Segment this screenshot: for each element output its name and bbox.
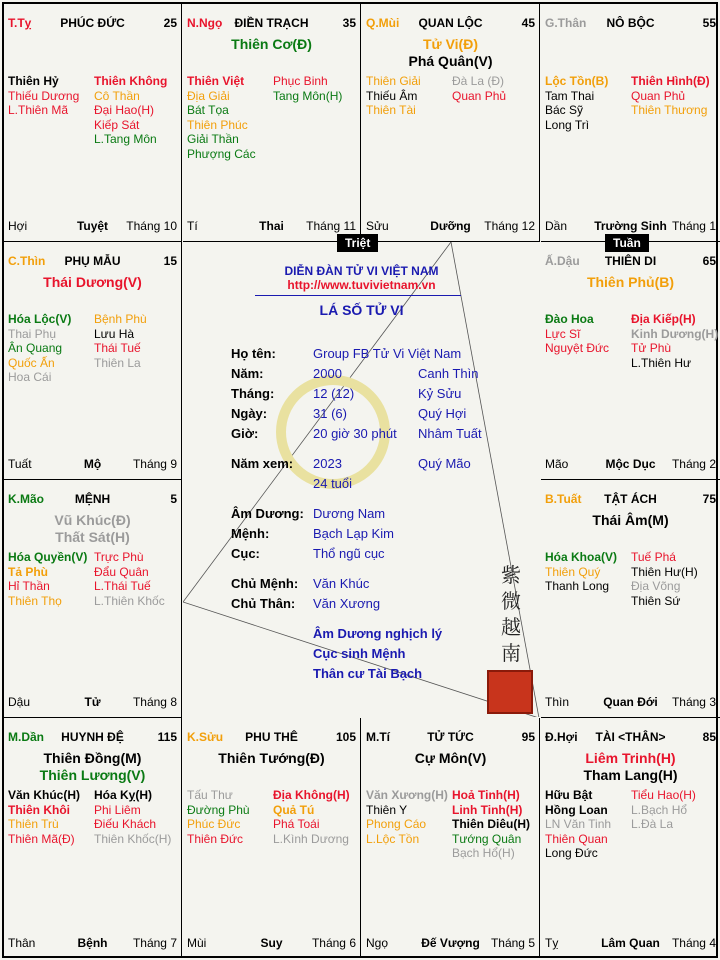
main-stars xyxy=(541,274,720,291)
palace-number: 35 xyxy=(342,16,356,30)
minor-star: Kiếp Sát xyxy=(94,117,140,132)
palace-ngo[interactable] xyxy=(183,4,361,242)
minor-star: Thiếu Âm xyxy=(366,88,418,103)
minor-stars-right xyxy=(452,74,540,103)
palace-phase: Mộ xyxy=(83,457,102,471)
palace-name: PHU THÊ xyxy=(245,730,298,744)
info-value: Văn Xương xyxy=(313,596,381,611)
palace-phase: Tử xyxy=(84,695,101,709)
minor-star: Thiên Việt xyxy=(187,74,245,88)
minor-star: L.Tang Môn xyxy=(94,132,157,146)
minor-star: Lực Sĩ xyxy=(545,326,581,341)
minor-star: Đà La (Đ) xyxy=(452,74,505,88)
minor-star: Phục Binh xyxy=(273,74,328,88)
minor-star: Địa Giải xyxy=(187,88,230,103)
minor-star: Linh Tinh(H) xyxy=(452,802,523,817)
minor-star: Thiên Hình(Đ) xyxy=(631,74,710,88)
main-stars xyxy=(183,750,360,767)
minor-star: Đẩu Quân xyxy=(94,564,149,579)
minor-stars-right xyxy=(94,312,182,370)
palace-mao[interactable] xyxy=(4,480,182,718)
minor-star: Giải Thần xyxy=(187,132,239,146)
minor-star: Lưu Hà xyxy=(94,326,135,341)
palace-name: HUYNH ĐỆ xyxy=(61,730,124,744)
palace-phase: Thai xyxy=(259,219,284,233)
triet-marker: Triệt xyxy=(337,234,378,252)
info-value: 2023 xyxy=(313,456,342,471)
minor-star: Phượng Các xyxy=(187,146,256,161)
palace-header xyxy=(8,492,177,508)
info-label: Chủ Mệnh: xyxy=(231,576,299,591)
minor-star: Đường Phù xyxy=(187,802,250,817)
minor-star: Văn Xương(H) xyxy=(366,788,448,802)
center-panel xyxy=(183,242,540,717)
chart-note: Cục sinh Mệnh xyxy=(313,646,406,661)
info-value-canchi: Quý Mão xyxy=(418,456,471,471)
minor-star: L.Kình Dương xyxy=(273,831,349,846)
main-star: Thiên Cơ(Đ) xyxy=(231,36,312,52)
palace-can-chi: M.Tí xyxy=(366,730,390,744)
vertical-caption xyxy=(501,562,525,666)
minor-stars-left xyxy=(187,74,273,161)
palace-name: TÀI <THÂN> xyxy=(595,730,666,744)
minor-stars-left xyxy=(366,788,452,846)
palace-footer xyxy=(8,695,177,709)
palace-phase: Trường Sinh xyxy=(594,219,667,233)
minor-star: Trực Phù xyxy=(94,550,144,564)
minor-star: Phúc Đức xyxy=(187,817,241,831)
minor-star: Thái Tuế xyxy=(94,341,141,355)
minor-stars-left xyxy=(366,74,452,118)
minor-star: Thiên Tài xyxy=(366,103,416,117)
minor-star: Thiên Trù xyxy=(8,817,59,831)
minor-star: Thiên Diêu(H) xyxy=(452,817,530,831)
palace-header xyxy=(8,730,177,746)
palace-ti[interactable] xyxy=(362,718,540,958)
palace-can-chi: Đ.Hợi xyxy=(545,730,578,744)
palace-phase: Suy xyxy=(260,936,283,950)
forum-name: DIỄN ĐÀN TỬ VI VIỆT NAM xyxy=(284,264,439,278)
palace-month: Tháng 5 xyxy=(490,936,535,950)
palace-month: Tháng 10 xyxy=(126,219,177,233)
palace-name: TỬ TỨC xyxy=(427,730,474,744)
minor-stars-right xyxy=(631,550,719,608)
minor-star: Thiên Y xyxy=(366,802,408,817)
palace-branch: Hợi xyxy=(8,219,28,233)
palace-header xyxy=(545,730,716,746)
palace-footer xyxy=(187,936,356,950)
minor-star: Hóa Lộc(V) xyxy=(8,312,72,326)
palace-tuat[interactable] xyxy=(541,480,720,718)
palace-dan[interactable] xyxy=(4,718,182,958)
main-stars xyxy=(541,512,720,529)
main-star: Vũ Khúc(Đ) xyxy=(54,512,131,528)
minor-stars-left xyxy=(8,312,94,385)
minor-star: Hoa Cái xyxy=(8,370,52,384)
palace-hoi[interactable] xyxy=(541,718,720,958)
palace-number: 85 xyxy=(702,730,716,744)
header-divider xyxy=(255,295,461,296)
info-label: Năm xem: xyxy=(231,456,294,471)
main-stars xyxy=(4,512,181,546)
palace-header xyxy=(8,16,177,32)
palace-name: PHỤ MẪU xyxy=(64,254,121,268)
palace-can-chi: K.Mão xyxy=(8,492,44,506)
minor-star: Thiếu Dương xyxy=(8,88,80,103)
minor-stars-left xyxy=(8,788,94,846)
palace-number: 75 xyxy=(702,492,716,506)
palace-header xyxy=(366,730,535,746)
palace-than[interactable] xyxy=(541,4,720,242)
minor-star: Tả Phù xyxy=(8,564,49,579)
minor-star: Đại Hao(H) xyxy=(94,103,155,117)
minor-stars-left xyxy=(8,550,94,608)
main-star: Thiên Đồng(M) xyxy=(43,750,142,766)
minor-star: Thiên Phúc xyxy=(187,117,248,132)
palace-phase: Tuyệt xyxy=(76,219,109,233)
info-value: 20 giờ 30 phút xyxy=(313,426,397,441)
main-star: Thiên Phủ(B) xyxy=(586,274,675,290)
horoscope-board xyxy=(2,2,718,958)
chart-note: Thân cư Tài Bạch xyxy=(313,666,423,681)
info-age: 24 tuổi xyxy=(313,476,353,491)
palace-name: ĐIỀN TRẠCH xyxy=(234,16,309,30)
palace-month: Tháng 2 xyxy=(671,457,716,471)
minor-star: Thiên Đức xyxy=(187,831,244,846)
palace-month: Tháng 1 xyxy=(671,219,716,233)
minor-star: Bác Sỹ xyxy=(545,103,584,117)
palace-branch: Mão xyxy=(545,457,569,471)
palace-number: 15 xyxy=(163,254,177,268)
info-value-canchi: Kỷ Sửu xyxy=(418,386,462,401)
main-stars xyxy=(541,750,720,784)
palace-header xyxy=(8,254,177,270)
main-stars xyxy=(183,36,360,53)
info-value: Group FB Tử Vi Việt Nam xyxy=(313,346,462,361)
palace-month: Tháng 11 xyxy=(306,219,356,233)
main-star: Tham Lang(H) xyxy=(583,767,678,783)
palace-can-chi: B.Tuất xyxy=(545,492,582,506)
info-value-canchi: Canh Thìn xyxy=(418,366,479,381)
palace-can-chi: C.Thìn xyxy=(8,254,46,268)
minor-star: Long Trì xyxy=(545,117,590,132)
palace-name: MỆNH xyxy=(74,492,111,506)
minor-star: Thiên Khốc(H) xyxy=(94,831,172,846)
minor-star: Địa Không(H) xyxy=(273,788,350,802)
minor-star: Thiên Sứ xyxy=(631,593,681,608)
minor-star: Thiên Quan xyxy=(545,831,608,846)
palace-footer xyxy=(187,219,356,233)
minor-star: Lộc Tồn(B) xyxy=(545,74,609,88)
palace-can-chi: T.Tỵ xyxy=(8,16,32,30)
info-label: Ngày: xyxy=(231,406,268,421)
minor-star: Bát Tọa xyxy=(187,103,229,117)
info-value: Bạch Lạp Kim xyxy=(313,526,394,541)
minor-star: Ân Quang xyxy=(8,341,63,355)
palace-header xyxy=(187,730,356,746)
palace-phase: Mộc Dục xyxy=(605,457,656,471)
info-label: Âm Dương: xyxy=(231,506,304,521)
minor-stars-right xyxy=(631,74,719,118)
palace-number: 95 xyxy=(521,730,535,744)
palace-branch: Tỵ xyxy=(545,936,559,950)
palace-can-chi: G.Thân xyxy=(545,16,587,30)
info-value: 2000 xyxy=(313,366,342,381)
main-stars xyxy=(4,750,181,784)
minor-star: Thiên Thọ xyxy=(8,593,62,608)
minor-star: Địa Võng xyxy=(631,579,681,593)
info-value-canchi: Quý Hợi xyxy=(418,406,467,421)
main-star: Thái Dương(V) xyxy=(43,274,142,290)
palace-phase: Quan Đới xyxy=(603,695,658,709)
main-star: Thái Âm(M) xyxy=(592,512,669,528)
palace-ty[interactable] xyxy=(4,4,182,242)
minor-star: Quả Tú xyxy=(273,802,315,817)
chart-note: Âm Dương nghịch lý xyxy=(313,626,443,641)
palace-header xyxy=(187,16,356,32)
palace-can-chi: Ấ.Dậu xyxy=(545,254,580,268)
palace-branch: Mùi xyxy=(187,936,207,950)
minor-star: L.Thiên Mã xyxy=(8,103,69,117)
palace-name: NÔ BỘC xyxy=(606,16,655,30)
minor-star: Địa Kiếp(H) xyxy=(631,312,696,326)
minor-star: Phá Toái xyxy=(273,817,320,831)
info-label: Cục: xyxy=(231,546,260,561)
palace-number: 115 xyxy=(157,730,177,744)
palace-month: Tháng 6 xyxy=(311,936,356,950)
palace-footer xyxy=(8,219,177,233)
minor-stars-right xyxy=(631,788,719,832)
minor-star: Cô Thần xyxy=(94,88,140,103)
info-label: Tháng: xyxy=(231,386,275,401)
palace-name: TẬT ÁCH xyxy=(604,492,657,506)
minor-star: Thiên Khôi xyxy=(8,802,70,817)
minor-star: Thiên Hư(H) xyxy=(631,564,698,579)
palace-dau[interactable] xyxy=(541,242,720,480)
palace-branch: Tuất xyxy=(8,457,32,471)
info-label: Mệnh: xyxy=(231,526,270,541)
palace-branch: Ngọ xyxy=(366,936,389,950)
minor-star: Hoả Tinh(H) xyxy=(452,788,520,802)
minor-star: Thiên Quý xyxy=(545,564,601,579)
minor-stars-left xyxy=(8,74,94,118)
main-star: Phá Quân(V) xyxy=(408,53,493,69)
palace-name: THIÊN DI xyxy=(604,254,657,268)
palace-month: Tháng 7 xyxy=(132,936,177,950)
minor-stars-right xyxy=(452,788,540,861)
minor-stars-right xyxy=(94,74,182,147)
palace-phase: Dưỡng xyxy=(430,219,471,233)
main-stars xyxy=(4,274,181,291)
palace-phase: Bệnh xyxy=(77,936,108,950)
minor-star: L.Thiên Hư xyxy=(631,355,692,370)
palace-header xyxy=(545,254,716,270)
palace-number: 55 xyxy=(702,16,716,30)
palace-phase: Đế Vượng xyxy=(421,936,480,950)
info-value: Dương Nam xyxy=(313,506,386,521)
minor-star: LN Văn Tinh xyxy=(545,817,612,831)
minor-star: Hóa Quyền(V) xyxy=(8,550,88,564)
main-star: Thiên Tướng(Đ) xyxy=(218,750,325,766)
minor-star: Quan Phủ xyxy=(631,88,686,103)
palace-header xyxy=(545,492,716,508)
palace-header xyxy=(545,16,716,32)
minor-star: Quốc Ấn xyxy=(8,355,55,370)
vertical-char: 越 xyxy=(501,615,521,639)
palace-footer xyxy=(366,936,535,950)
minor-star: Tử Phù xyxy=(631,341,672,355)
minor-star: Văn Khúc(H) xyxy=(8,788,80,802)
minor-star: Hữu Bật xyxy=(545,788,593,802)
tuan-marker: Tuần xyxy=(605,234,649,252)
minor-stars-left xyxy=(545,312,631,356)
palace-footer xyxy=(545,936,716,950)
minor-star: Điếu Khách xyxy=(94,817,157,831)
minor-stars-left xyxy=(187,788,273,846)
minor-star: Thiên Giải xyxy=(366,74,421,88)
palace-month: Tháng 9 xyxy=(132,457,177,471)
minor-star: Tang Môn(H) xyxy=(273,88,343,103)
minor-star: Thiên Hỷ xyxy=(8,74,59,88)
palace-footer xyxy=(545,219,716,233)
info-value: Thổ ngũ cục xyxy=(313,546,385,561)
palace-phase: Lâm Quan xyxy=(601,936,660,950)
minor-star: Tấu Thư xyxy=(187,788,233,802)
palace-header xyxy=(366,16,535,32)
minor-stars-right xyxy=(631,312,719,370)
palace-can-chi: M.Dần xyxy=(8,730,44,744)
palace-footer xyxy=(8,936,177,950)
minor-star: Kinh Dương(H) xyxy=(631,326,719,341)
minor-stars-right xyxy=(273,788,361,846)
main-stars xyxy=(362,750,539,767)
palace-month: Tháng 12 xyxy=(484,219,535,233)
palace-number: 65 xyxy=(702,254,716,268)
info-label: Họ tên: xyxy=(231,346,276,361)
minor-star: Bạch Hổ(H) xyxy=(452,846,515,860)
palace-number: 5 xyxy=(170,492,177,506)
minor-star: Phong Cáo xyxy=(366,817,427,831)
minor-stars-right xyxy=(94,788,182,846)
minor-star: L.Thiên Khốc xyxy=(94,593,165,608)
palace-footer xyxy=(366,219,535,233)
info-label: Chủ Thân: xyxy=(231,596,296,611)
palace-can-chi: N.Ngọ xyxy=(187,16,223,30)
minor-star: Phi Liêm xyxy=(94,802,141,817)
minor-star: L.Bạch Hổ xyxy=(631,802,688,817)
info-value: Văn Khúc xyxy=(313,576,370,591)
minor-stars-left xyxy=(545,788,631,861)
palace-mui[interactable] xyxy=(362,4,540,242)
info-label: Năm: xyxy=(231,366,264,381)
minor-stars-left xyxy=(545,74,631,132)
minor-star: Thiên Thương xyxy=(631,103,708,117)
minor-star: Tướng Quân xyxy=(452,831,522,846)
minor-star: Tam Thai xyxy=(545,88,595,103)
info-value: 12 (12) xyxy=(313,386,355,401)
info-label: Giờ: xyxy=(231,426,259,441)
palace-can-chi: K.Sửu xyxy=(187,730,224,744)
palace-name: PHÚC ĐỨC xyxy=(60,16,125,30)
vertical-char: 紫 xyxy=(501,563,521,587)
minor-stars-right xyxy=(273,74,361,103)
palace-thin[interactable] xyxy=(4,242,182,480)
minor-star: Thiên Mã(Đ) xyxy=(8,831,75,846)
main-star: Cự Môn(V) xyxy=(414,750,487,766)
minor-stars-left xyxy=(545,550,631,594)
info-value-canchi: Nhâm Tuất xyxy=(418,426,482,441)
palace-footer xyxy=(545,457,716,471)
vertical-char: 南 xyxy=(501,641,521,665)
palace-number: 105 xyxy=(335,730,356,744)
minor-star: Hóa Khoa(V) xyxy=(545,550,617,564)
main-star: Tử Vi(Đ) xyxy=(423,36,478,52)
minor-star: Bệnh Phù xyxy=(94,312,147,326)
minor-star: Tuế Phá xyxy=(631,550,676,564)
palace-branch: Dậu xyxy=(8,695,31,709)
palace-footer xyxy=(545,695,716,709)
vertical-char: 微 xyxy=(501,589,521,613)
minor-star: Thiên Không xyxy=(94,74,168,88)
palace-month: Tháng 8 xyxy=(132,695,177,709)
palace-branch: Tí xyxy=(187,219,198,233)
minor-star: Tiểu Hao(H) xyxy=(631,788,696,802)
minor-star: L.Đà La xyxy=(631,817,674,831)
main-star: Liêm Trinh(H) xyxy=(585,750,676,766)
palace-footer xyxy=(8,457,177,471)
minor-star: L.Lộc Tồn xyxy=(366,831,420,846)
palace-branch: Sửu xyxy=(366,219,389,233)
main-stars xyxy=(362,36,539,70)
minor-star: Đào Hoa xyxy=(545,312,594,326)
minor-star: Hỉ Thần xyxy=(8,579,50,593)
minor-star: Thiên La xyxy=(94,355,141,370)
info-value: 31 (6) xyxy=(313,406,347,421)
palace-month: Tháng 4 xyxy=(671,936,716,950)
palace-suu[interactable] xyxy=(183,718,361,958)
chart-title: LÁ SỐ TỬ VI xyxy=(319,302,404,318)
palace-number: 45 xyxy=(521,16,535,30)
palace-name: QUAN LỘC xyxy=(418,16,483,30)
palace-branch: Dần xyxy=(545,219,568,233)
red-seal-stamp xyxy=(487,670,533,714)
palace-branch: Thân xyxy=(8,936,36,950)
minor-star: L.Thái Tuế xyxy=(94,579,151,593)
minor-star: Hồng Loan xyxy=(545,802,608,817)
palace-can-chi: Q.Mùi xyxy=(366,16,400,30)
minor-star: Nguyệt Đức xyxy=(545,341,610,355)
minor-star: Hóa Kỵ(H) xyxy=(94,788,153,802)
palace-number: 25 xyxy=(163,16,177,30)
minor-stars-right xyxy=(94,550,182,608)
minor-star: Quan Phủ xyxy=(452,88,507,103)
main-star: Thất Sát(H) xyxy=(55,529,130,545)
forum-url[interactable]: http://www.tuvivietnam.vn xyxy=(287,278,436,292)
minor-star: Thanh Long xyxy=(545,579,610,593)
main-star: Thiên Lương(V) xyxy=(39,767,146,783)
palace-branch: Thìn xyxy=(545,695,570,709)
minor-star: Thai Phụ xyxy=(8,326,57,341)
minor-star: Long Đức xyxy=(545,846,598,860)
palace-month: Tháng 3 xyxy=(671,695,716,709)
